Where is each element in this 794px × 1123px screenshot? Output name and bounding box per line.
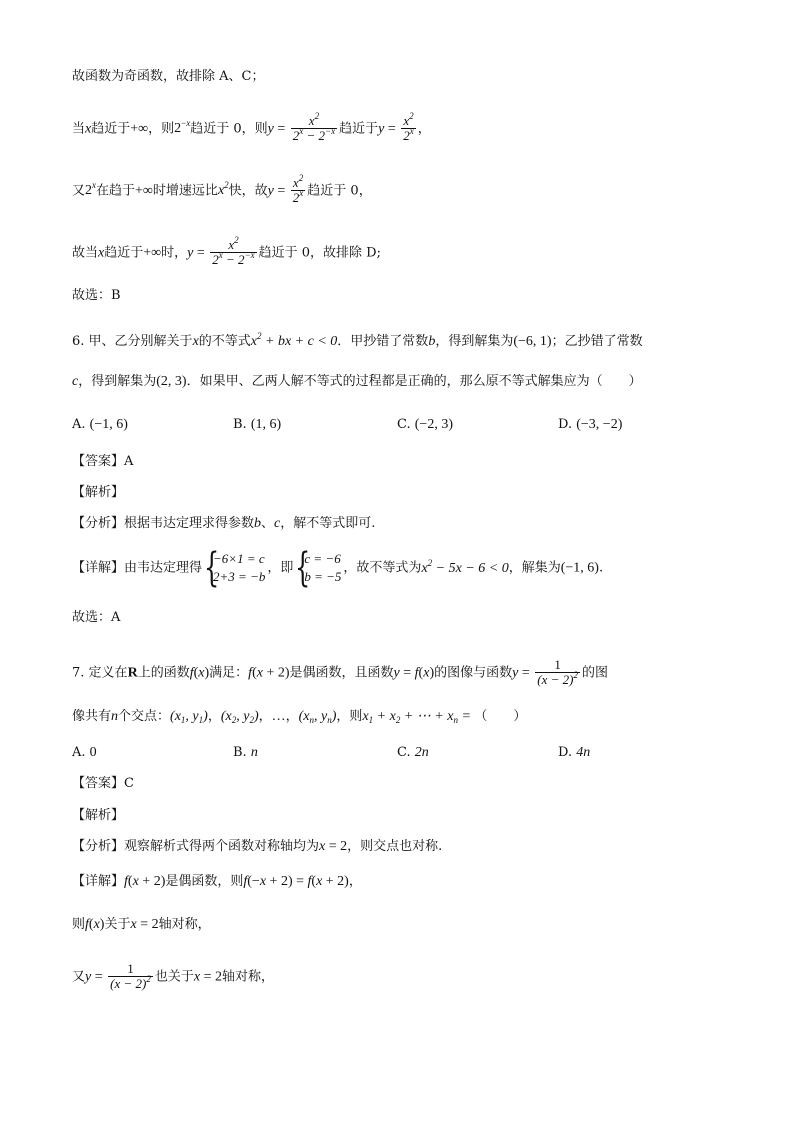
text-line-1: 故函数为奇函数，故排除 A、C； [72,69,265,84]
q7-option-b[interactable]: B. n [233,745,258,760]
q6-answer: 【答案】A [72,454,134,469]
text-line-5: 故选：B [72,288,121,303]
q7-analysis-tag: 【解析】 [72,808,125,823]
q7-symmetry-line-2: 又y = $\frac{1}{(x - 2)^2}$ 也关于x = 2轴对称， [72,961,274,992]
text-line-2: 当x趋近于+∞，则$2^{-x}$趋近于 0，则y = $\frac{x^2}{2^x - 2^{-x}}$ 趋近于y = $\frac{x^2}{2^x}$ ， [72,111,431,144]
q7-option-a[interactable]: A. 0 [72,745,97,760]
question-6-stem-line-2: c，得到解集为(2, 3)．如果甲、乙两人解不等式的过程都是正确的，那么原不等式解集应为（ ） [72,374,642,389]
fraction: $\frac{1}{(x - 2)^2}$ [537,657,578,688]
fraction: $\frac{x^2}{2^x - 2^{-x}}$ [212,235,255,268]
text-line-4: 故当x趋近于+∞时，y = $\frac{x^2}{2^x - 2^{-x}}$ 趋近于 0，故排除 D; [72,235,381,268]
q7-xiangjie: 【详解】f(x + 2)是偶函数，则f(−x + 2) = f(x + 2)， [72,874,362,889]
q7-fenxi: 【分析】观察解析式得两个函数对称轴均为x = 2，则交点也对称. [72,839,443,854]
text-line-3: 又2$^x$在趋于+∞时增速远比$x^2$快，故y = $\frac{x^2}{2^x}$ 趋近于 0， [72,173,372,206]
q6-analysis-tag: 【解析】 [72,485,125,500]
q6-option-d[interactable]: D. (−3, −2) [558,417,623,432]
fraction: $\frac{1}{(x - 2)^2}$ [110,961,151,992]
question-7-stem-line-1: 7. 定义在R上的函数f(x)满足：f(x + 2)是偶函数，且函数y = f(x)的图像与函数y = $\frac{1}{(x - 2)^2}$ 的图 [72,657,608,688]
q6-fenxi: 【分析】根据韦达定理求得参数b、c，解不等式即可. [72,516,376,531]
q7-symmetry-line: 则f(x)关于x = 2轴对称， [72,917,211,932]
fraction: $\frac{x^2}{2^x - 2^{-x}}$ [292,111,336,144]
q6-option-c[interactable]: C. (−2, 3) [397,417,453,432]
fraction: $\frac{x^2}{2^x}$ [292,173,304,206]
q6-option-b[interactable]: B. (1, 6) [233,417,282,432]
q6-xiangjie: 【详解】由韦达定理得 { −6×1 = c 2+3 = −b ，即 { c = −6 b = −5 ，故不等式为$x^2 - 5x - 6 < 0$，解集为(−1, 6). [72,545,604,591]
fraction: $\frac{x^2}{2^x}$ [403,111,414,144]
question-7-stem-line-2: 像共有n个交点：($x_1$, $y_1$)，($x_2$, $y_2$)，…，($x_n$, $y_n$)，则$x_1 + x_2$ + ⋯ + $x_n$ = （ ） [72,709,527,725]
q7-option-c[interactable]: C. 2n [397,745,429,760]
equation-system: { −6×1 = c 2+3 = −b [204,545,266,591]
q6-choose: 故选：A [72,610,121,625]
q7-option-d[interactable]: D. 4n [558,745,591,760]
q6-option-a[interactable]: A. (−1, 6) [72,417,128,432]
question-6-stem-line-1: 6. 甲、乙分别解关于x的不等式$x^2$ + bx + c < 0．甲抄错了常数b，得到解集为(−6, 1)；乙抄错了常数 [72,331,643,349]
question-number: 6. [72,334,85,349]
equation-system: { c = −6 b = −5 [295,545,342,591]
question-number: 7. [72,665,85,681]
q7-answer: 【答案】C [72,776,134,791]
